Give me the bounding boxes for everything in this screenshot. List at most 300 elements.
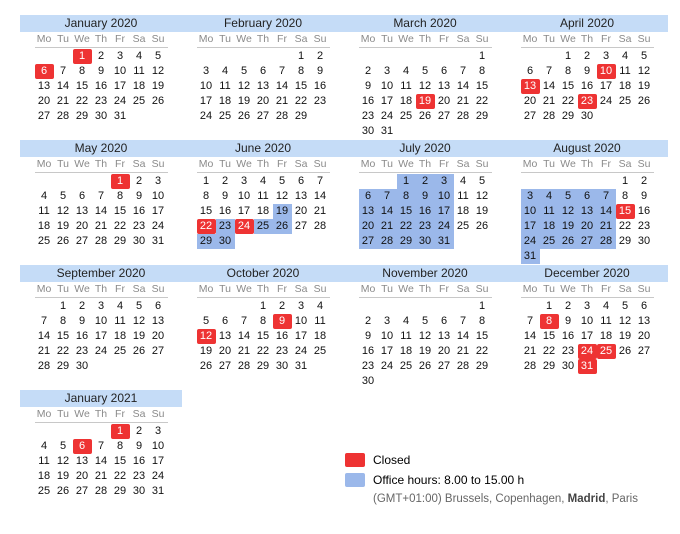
day-cell[interactable]: 5 bbox=[278, 175, 286, 187]
day-office-hours[interactable]: 30 bbox=[216, 234, 235, 249]
day-cell[interactable]: 2 bbox=[135, 425, 143, 437]
day-cell[interactable]: 26 bbox=[475, 220, 489, 232]
day-cell[interactable]: 4 bbox=[221, 65, 229, 77]
day-cell[interactable]: 10 bbox=[113, 65, 127, 77]
day-cell[interactable]: 22 bbox=[542, 345, 556, 357]
day-cell[interactable]: 23 bbox=[94, 95, 108, 107]
day-cell[interactable]: 24 bbox=[94, 345, 108, 357]
day-cell[interactable]: 21 bbox=[94, 220, 108, 232]
day-cell[interactable]: 30 bbox=[361, 375, 375, 387]
day-office-hours[interactable]: 24 bbox=[435, 219, 454, 234]
day-cell[interactable]: 1 bbox=[297, 50, 305, 62]
day-cell[interactable]: 4 bbox=[259, 175, 267, 187]
day-cell[interactable]: 10 bbox=[380, 80, 394, 92]
day-cell[interactable]: 13 bbox=[75, 205, 89, 217]
day-cell[interactable]: 5 bbox=[478, 175, 486, 187]
day-cell[interactable]: 2 bbox=[364, 65, 372, 77]
day-cell[interactable]: 28 bbox=[523, 360, 537, 372]
day-cell[interactable]: 11 bbox=[457, 190, 469, 202]
day-cell[interactable]: 18 bbox=[399, 345, 413, 357]
day-cell[interactable]: 14 bbox=[456, 80, 470, 92]
day-cell[interactable]: 14 bbox=[94, 455, 108, 467]
day-cell[interactable]: 13 bbox=[37, 80, 51, 92]
day-office-hours[interactable]: 5 bbox=[559, 189, 578, 204]
day-office-hours[interactable]: 22 bbox=[397, 219, 416, 234]
day-office-hours[interactable]: 6 bbox=[359, 189, 378, 204]
day-closed[interactable]: 23 bbox=[578, 94, 597, 109]
day-cell[interactable]: 15 bbox=[256, 330, 270, 342]
day-cell[interactable]: 6 bbox=[640, 300, 648, 312]
day-cell[interactable]: 12 bbox=[151, 65, 165, 77]
day-cell[interactable]: 23 bbox=[275, 345, 289, 357]
day-cell[interactable]: 8 bbox=[116, 190, 124, 202]
day-cell[interactable]: 14 bbox=[56, 80, 70, 92]
day-cell[interactable]: 9 bbox=[640, 190, 648, 202]
day-cell[interactable]: 20 bbox=[151, 330, 165, 342]
day-cell[interactable]: 15 bbox=[199, 205, 213, 217]
day-cell[interactable]: 1 bbox=[545, 300, 553, 312]
day-cell[interactable]: 1 bbox=[564, 50, 572, 62]
day-cell[interactable]: 31 bbox=[151, 235, 165, 247]
day-cell[interactable]: 16 bbox=[313, 80, 327, 92]
day-cell[interactable]: 18 bbox=[132, 80, 146, 92]
day-cell[interactable]: 16 bbox=[94, 80, 108, 92]
day-cell[interactable]: 22 bbox=[475, 345, 489, 357]
day-office-hours[interactable]: 14 bbox=[378, 204, 397, 219]
day-cell[interactable]: 7 bbox=[526, 315, 534, 327]
day-cell[interactable]: 4 bbox=[402, 315, 410, 327]
day-office-hours[interactable]: 18 bbox=[540, 219, 559, 234]
day-cell[interactable]: 4 bbox=[316, 300, 324, 312]
day-office-hours[interactable]: 7 bbox=[378, 189, 397, 204]
day-cell[interactable]: 3 bbox=[202, 65, 210, 77]
day-cell[interactable]: 24 bbox=[151, 470, 165, 482]
day-cell[interactable]: 14 bbox=[542, 80, 556, 92]
day-cell[interactable]: 2 bbox=[316, 50, 324, 62]
day-cell[interactable]: 25 bbox=[132, 95, 146, 107]
day-cell[interactable]: 25 bbox=[399, 360, 413, 372]
day-cell[interactable]: 22 bbox=[75, 95, 89, 107]
day-cell[interactable]: 22 bbox=[475, 95, 489, 107]
day-cell[interactable]: 19 bbox=[237, 95, 251, 107]
day-cell[interactable]: 13 bbox=[256, 80, 270, 92]
day-cell[interactable]: 28 bbox=[456, 110, 470, 122]
day-closed[interactable]: 15 bbox=[616, 204, 635, 219]
day-cell[interactable]: 17 bbox=[94, 330, 108, 342]
day-cell[interactable]: 10 bbox=[151, 190, 165, 202]
day-cell[interactable]: 7 bbox=[97, 440, 105, 452]
day-cell[interactable]: 26 bbox=[637, 95, 651, 107]
day-cell[interactable]: 30 bbox=[132, 485, 146, 497]
day-cell[interactable]: 21 bbox=[37, 345, 51, 357]
day-cell[interactable]: 14 bbox=[94, 205, 108, 217]
day-cell[interactable]: 17 bbox=[580, 330, 594, 342]
day-cell[interactable]: 21 bbox=[456, 95, 470, 107]
day-cell[interactable]: 17 bbox=[237, 205, 251, 217]
day-closed[interactable]: 19 bbox=[416, 94, 435, 109]
day-office-hours[interactable]: 12 bbox=[559, 204, 578, 219]
day-cell[interactable]: 4 bbox=[40, 440, 48, 452]
day-office-hours[interactable]: 10 bbox=[435, 189, 454, 204]
day-cell[interactable]: 30 bbox=[75, 360, 89, 372]
day-cell[interactable]: 24 bbox=[380, 110, 394, 122]
day-cell[interactable]: 21 bbox=[523, 345, 537, 357]
day-cell[interactable]: 22 bbox=[256, 345, 270, 357]
day-cell[interactable]: 30 bbox=[275, 360, 289, 372]
day-closed[interactable]: 22 bbox=[197, 219, 216, 234]
day-cell[interactable]: 31 bbox=[380, 125, 394, 137]
day-cell[interactable]: 4 bbox=[40, 190, 48, 202]
day-cell[interactable]: 20 bbox=[523, 95, 537, 107]
day-office-hours[interactable]: 16 bbox=[416, 204, 435, 219]
day-cell[interactable]: 26 bbox=[56, 485, 70, 497]
day-cell[interactable]: 21 bbox=[56, 95, 70, 107]
day-cell[interactable]: 28 bbox=[94, 485, 108, 497]
day-cell[interactable]: 26 bbox=[56, 235, 70, 247]
day-office-hours[interactable]: 23 bbox=[416, 219, 435, 234]
day-cell[interactable]: 27 bbox=[437, 110, 451, 122]
day-cell[interactable]: 7 bbox=[545, 65, 553, 77]
day-cell[interactable]: 6 bbox=[154, 300, 162, 312]
day-cell[interactable]: 12 bbox=[132, 315, 146, 327]
day-cell[interactable]: 8 bbox=[564, 65, 572, 77]
day-cell[interactable]: 25 bbox=[37, 235, 51, 247]
day-cell[interactable]: 24 bbox=[294, 345, 308, 357]
day-cell[interactable]: 19 bbox=[418, 345, 432, 357]
day-cell[interactable]: 25 bbox=[113, 345, 127, 357]
day-cell[interactable]: 30 bbox=[94, 110, 108, 122]
day-cell[interactable]: 1 bbox=[621, 175, 629, 187]
day-cell[interactable]: 6 bbox=[297, 175, 305, 187]
day-office-hours[interactable]: 10 bbox=[521, 204, 540, 219]
day-cell[interactable]: 26 bbox=[132, 345, 146, 357]
day-cell[interactable]: 16 bbox=[580, 80, 594, 92]
day-cell[interactable]: 4 bbox=[602, 300, 610, 312]
day-cell[interactable]: 7 bbox=[240, 315, 248, 327]
day-office-hours[interactable]: 31 bbox=[435, 234, 454, 249]
day-cell[interactable]: 25 bbox=[618, 95, 632, 107]
day-cell[interactable]: 20 bbox=[437, 95, 451, 107]
day-cell[interactable]: 16 bbox=[275, 330, 289, 342]
day-cell[interactable]: 22 bbox=[113, 470, 127, 482]
day-cell[interactable]: 7 bbox=[459, 315, 467, 327]
day-closed[interactable]: 24 bbox=[578, 344, 597, 359]
day-cell[interactable]: 26 bbox=[237, 110, 251, 122]
day-cell[interactable]: 22 bbox=[561, 95, 575, 107]
day-cell[interactable]: 11 bbox=[257, 190, 269, 202]
day-cell[interactable]: 27 bbox=[523, 110, 537, 122]
day-cell[interactable]: 29 bbox=[475, 110, 489, 122]
day-cell[interactable]: 17 bbox=[380, 95, 394, 107]
day-cell[interactable]: 30 bbox=[132, 235, 146, 247]
day-office-hours[interactable]: 28 bbox=[378, 234, 397, 249]
day-cell[interactable]: 19 bbox=[618, 330, 632, 342]
day-office-hours[interactable]: 1 bbox=[397, 174, 416, 189]
day-cell[interactable]: 6 bbox=[221, 315, 229, 327]
day-cell[interactable]: 29 bbox=[56, 360, 70, 372]
day-cell[interactable]: 4 bbox=[459, 175, 467, 187]
day-cell[interactable]: 9 bbox=[221, 190, 229, 202]
day-office-hours[interactable]: 14 bbox=[597, 204, 616, 219]
day-cell[interactable]: 6 bbox=[440, 315, 448, 327]
day-cell[interactable]: 8 bbox=[478, 65, 486, 77]
day-office-hours[interactable]: 27 bbox=[578, 234, 597, 249]
day-cell[interactable]: 3 bbox=[583, 300, 591, 312]
day-cell[interactable]: 20 bbox=[294, 205, 308, 217]
day-cell[interactable]: 13 bbox=[151, 315, 165, 327]
day-cell[interactable]: 21 bbox=[542, 95, 556, 107]
day-cell[interactable]: 11 bbox=[38, 455, 50, 467]
day-cell[interactable]: 28 bbox=[56, 110, 70, 122]
day-cell[interactable]: 3 bbox=[154, 175, 162, 187]
day-cell[interactable]: 1 bbox=[202, 175, 210, 187]
day-cell[interactable]: 14 bbox=[237, 330, 251, 342]
day-cell[interactable]: 5 bbox=[59, 190, 67, 202]
day-cell[interactable]: 10 bbox=[580, 315, 594, 327]
day-cell[interactable]: 30 bbox=[580, 110, 594, 122]
day-office-hours[interactable]: 2 bbox=[416, 174, 435, 189]
day-office-hours[interactable]: 30 bbox=[416, 234, 435, 249]
day-cell[interactable]: 1 bbox=[59, 300, 67, 312]
day-office-hours[interactable]: 20 bbox=[359, 219, 378, 234]
day-cell[interactable]: 19 bbox=[199, 345, 213, 357]
day-cell[interactable]: 9 bbox=[78, 315, 86, 327]
day-cell[interactable]: 2 bbox=[278, 300, 286, 312]
day-cell[interactable]: 9 bbox=[364, 80, 372, 92]
day-cell[interactable]: 13 bbox=[218, 330, 232, 342]
day-cell[interactable]: 29 bbox=[75, 110, 89, 122]
day-cell[interactable]: 15 bbox=[561, 80, 575, 92]
day-cell[interactable]: 27 bbox=[256, 110, 270, 122]
day-cell[interactable]: 8 bbox=[259, 315, 267, 327]
day-office-hours[interactable]: 3 bbox=[521, 189, 540, 204]
day-closed[interactable]: 24 bbox=[235, 219, 254, 234]
day-closed[interactable]: 13 bbox=[521, 79, 540, 94]
day-office-hours[interactable]: 19 bbox=[559, 219, 578, 234]
day-office-hours[interactable]: 9 bbox=[416, 189, 435, 204]
day-office-hours[interactable]: 6 bbox=[578, 189, 597, 204]
day-cell[interactable]: 6 bbox=[440, 65, 448, 77]
day-cell[interactable]: 27 bbox=[437, 360, 451, 372]
day-cell[interactable]: 4 bbox=[116, 300, 124, 312]
day-cell[interactable]: 15 bbox=[75, 80, 89, 92]
day-cell[interactable]: 10 bbox=[199, 80, 213, 92]
day-office-hours[interactable]: 11 bbox=[540, 204, 559, 219]
day-cell[interactable]: 3 bbox=[602, 50, 610, 62]
day-cell[interactable]: 29 bbox=[618, 235, 632, 247]
day-cell[interactable]: 3 bbox=[297, 300, 305, 312]
day-cell[interactable]: 27 bbox=[75, 235, 89, 247]
day-cell[interactable]: 12 bbox=[475, 190, 489, 202]
day-cell[interactable]: 10 bbox=[237, 190, 251, 202]
day-cell[interactable]: 17 bbox=[151, 455, 165, 467]
day-cell[interactable]: 2 bbox=[97, 50, 105, 62]
day-closed[interactable]: 1 bbox=[111, 174, 130, 189]
day-cell[interactable]: 26 bbox=[199, 360, 213, 372]
day-cell[interactable]: 23 bbox=[361, 110, 375, 122]
day-office-hours[interactable]: 13 bbox=[359, 204, 378, 219]
day-cell[interactable]: 18 bbox=[256, 205, 270, 217]
day-cell[interactable]: 15 bbox=[113, 455, 127, 467]
day-cell[interactable]: 16 bbox=[361, 345, 375, 357]
day-office-hours[interactable]: 27 bbox=[359, 234, 378, 249]
day-cell[interactable]: 16 bbox=[132, 455, 146, 467]
day-cell[interactable]: 9 bbox=[316, 65, 324, 77]
day-cell[interactable]: 3 bbox=[383, 65, 391, 77]
day-cell[interactable]: 20 bbox=[437, 345, 451, 357]
day-cell[interactable]: 11 bbox=[314, 315, 326, 327]
day-office-hours[interactable]: 17 bbox=[435, 204, 454, 219]
day-cell[interactable]: 20 bbox=[75, 220, 89, 232]
day-office-hours[interactable]: 25 bbox=[254, 219, 273, 234]
day-cell[interactable]: 12 bbox=[637, 65, 651, 77]
day-cell[interactable]: 11 bbox=[133, 65, 145, 77]
day-cell[interactable]: 24 bbox=[199, 110, 213, 122]
day-office-hours[interactable]: 31 bbox=[521, 249, 540, 264]
day-cell[interactable]: 20 bbox=[256, 95, 270, 107]
day-cell[interactable]: 11 bbox=[219, 80, 231, 92]
day-cell[interactable]: 15 bbox=[294, 80, 308, 92]
day-cell[interactable]: 28 bbox=[456, 360, 470, 372]
day-office-hours[interactable]: 24 bbox=[521, 234, 540, 249]
day-office-hours[interactable]: 26 bbox=[273, 219, 292, 234]
day-cell[interactable]: 2 bbox=[564, 300, 572, 312]
day-cell[interactable]: 17 bbox=[199, 95, 213, 107]
day-cell[interactable]: 22 bbox=[294, 95, 308, 107]
day-cell[interactable]: 21 bbox=[275, 95, 289, 107]
day-cell[interactable]: 8 bbox=[621, 190, 629, 202]
day-cell[interactable]: 5 bbox=[135, 300, 143, 312]
day-office-hours[interactable]: 23 bbox=[216, 219, 235, 234]
day-cell[interactable]: 18 bbox=[113, 330, 127, 342]
day-cell[interactable]: 18 bbox=[618, 80, 632, 92]
day-cell[interactable]: 10 bbox=[294, 315, 308, 327]
day-office-hours[interactable]: 4 bbox=[540, 189, 559, 204]
day-cell[interactable]: 25 bbox=[37, 485, 51, 497]
day-cell[interactable]: 11 bbox=[400, 330, 412, 342]
day-cell[interactable]: 7 bbox=[459, 65, 467, 77]
day-office-hours[interactable]: 3 bbox=[435, 174, 454, 189]
day-cell[interactable]: 12 bbox=[56, 455, 70, 467]
day-cell[interactable]: 9 bbox=[583, 65, 591, 77]
day-cell[interactable]: 27 bbox=[37, 110, 51, 122]
day-cell[interactable]: 2 bbox=[640, 175, 648, 187]
day-cell[interactable]: 12 bbox=[418, 330, 432, 342]
day-cell[interactable]: 19 bbox=[56, 220, 70, 232]
day-cell[interactable]: 23 bbox=[361, 360, 375, 372]
day-cell[interactable]: 24 bbox=[599, 95, 613, 107]
day-cell[interactable]: 29 bbox=[294, 110, 308, 122]
day-office-hours[interactable]: 20 bbox=[578, 219, 597, 234]
day-cell[interactable]: 12 bbox=[56, 205, 70, 217]
day-cell[interactable]: 20 bbox=[218, 345, 232, 357]
day-cell[interactable]: 17 bbox=[599, 80, 613, 92]
day-cell[interactable]: 15 bbox=[113, 205, 127, 217]
day-cell[interactable]: 13 bbox=[637, 315, 651, 327]
day-cell[interactable]: 17 bbox=[380, 345, 394, 357]
day-cell[interactable]: 31 bbox=[151, 485, 165, 497]
day-office-hours[interactable]: 21 bbox=[378, 219, 397, 234]
day-cell[interactable]: 2 bbox=[135, 175, 143, 187]
day-cell[interactable]: 22 bbox=[56, 345, 70, 357]
day-cell[interactable]: 14 bbox=[275, 80, 289, 92]
day-cell[interactable]: 17 bbox=[151, 205, 165, 217]
day-cell[interactable]: 29 bbox=[113, 235, 127, 247]
day-cell[interactable]: 8 bbox=[297, 65, 305, 77]
day-cell[interactable]: 12 bbox=[275, 190, 289, 202]
day-cell[interactable]: 18 bbox=[599, 330, 613, 342]
day-cell[interactable]: 30 bbox=[561, 360, 575, 372]
day-closed[interactable]: 10 bbox=[597, 64, 616, 79]
day-cell[interactable]: 8 bbox=[78, 65, 86, 77]
day-cell[interactable]: 8 bbox=[116, 440, 124, 452]
day-office-hours[interactable]: 17 bbox=[521, 219, 540, 234]
day-closed[interactable]: 31 bbox=[578, 359, 597, 374]
day-cell[interactable]: 27 bbox=[294, 220, 308, 232]
day-cell[interactable]: 4 bbox=[621, 50, 629, 62]
day-cell[interactable]: 19 bbox=[132, 330, 146, 342]
day-cell[interactable]: 27 bbox=[75, 485, 89, 497]
day-cell[interactable]: 18 bbox=[399, 95, 413, 107]
day-office-hours[interactable]: 25 bbox=[540, 234, 559, 249]
day-cell[interactable]: 3 bbox=[240, 175, 248, 187]
day-closed[interactable]: 9 bbox=[273, 314, 292, 329]
day-cell[interactable]: 13 bbox=[294, 190, 308, 202]
day-cell[interactable]: 21 bbox=[456, 345, 470, 357]
day-cell[interactable]: 23 bbox=[132, 470, 146, 482]
day-cell[interactable]: 15 bbox=[56, 330, 70, 342]
day-cell[interactable]: 5 bbox=[421, 65, 429, 77]
day-cell[interactable]: 23 bbox=[132, 220, 146, 232]
day-cell[interactable]: 14 bbox=[37, 330, 51, 342]
day-cell[interactable]: 17 bbox=[294, 330, 308, 342]
day-cell[interactable]: 18 bbox=[37, 470, 51, 482]
day-closed[interactable]: 6 bbox=[35, 64, 54, 79]
day-cell[interactable]: 16 bbox=[132, 205, 146, 217]
day-cell[interactable]: 16 bbox=[561, 330, 575, 342]
day-cell[interactable]: 10 bbox=[380, 330, 394, 342]
day-cell[interactable]: 11 bbox=[619, 65, 631, 77]
day-cell[interactable]: 23 bbox=[561, 345, 575, 357]
day-cell[interactable]: 25 bbox=[399, 110, 413, 122]
day-cell[interactable]: 8 bbox=[202, 190, 210, 202]
day-cell[interactable]: 10 bbox=[94, 315, 108, 327]
day-cell[interactable]: 14 bbox=[456, 330, 470, 342]
day-cell[interactable]: 24 bbox=[151, 220, 165, 232]
day-cell[interactable]: 31 bbox=[113, 110, 127, 122]
day-cell[interactable]: 9 bbox=[364, 330, 372, 342]
day-office-hours[interactable]: 19 bbox=[273, 204, 292, 219]
day-cell[interactable]: 2 bbox=[221, 175, 229, 187]
day-office-hours[interactable]: 28 bbox=[597, 234, 616, 249]
day-cell[interactable]: 23 bbox=[313, 95, 327, 107]
day-closed[interactable]: 8 bbox=[540, 314, 559, 329]
day-cell[interactable]: 28 bbox=[94, 235, 108, 247]
day-cell[interactable]: 3 bbox=[383, 315, 391, 327]
day-cell[interactable]: 29 bbox=[561, 110, 575, 122]
day-cell[interactable]: 29 bbox=[542, 360, 556, 372]
day-cell[interactable]: 13 bbox=[75, 455, 89, 467]
day-cell[interactable]: 30 bbox=[361, 125, 375, 137]
day-cell[interactable]: 15 bbox=[542, 330, 556, 342]
day-cell[interactable]: 13 bbox=[437, 330, 451, 342]
day-cell[interactable]: 29 bbox=[256, 360, 270, 372]
day-cell[interactable]: 21 bbox=[313, 205, 327, 217]
day-cell[interactable]: 28 bbox=[37, 360, 51, 372]
day-office-hours[interactable]: 29 bbox=[397, 234, 416, 249]
day-cell[interactable]: 12 bbox=[618, 315, 632, 327]
day-cell[interactable]: 19 bbox=[475, 205, 489, 217]
